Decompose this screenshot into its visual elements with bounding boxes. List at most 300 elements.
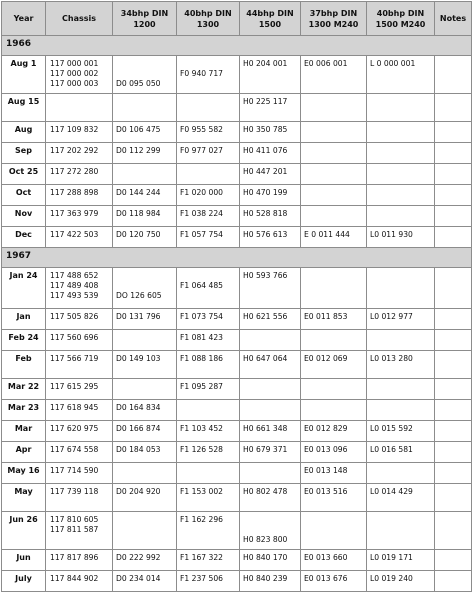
engine-number: H0 447 201 xyxy=(243,167,288,176)
cell-chassis xyxy=(46,351,113,379)
spacer xyxy=(243,525,297,535)
engine-number: E0 013 676 xyxy=(304,574,348,583)
cell-year: Jun xyxy=(2,550,46,571)
cell-year: Feb xyxy=(2,351,46,379)
cell-chassis xyxy=(46,56,113,94)
cell-44bhp-1500 xyxy=(240,94,301,122)
table-row xyxy=(2,330,472,351)
engine-number: F1 088 186 xyxy=(180,354,224,363)
cell-chassis xyxy=(46,227,113,248)
cell-year: Jun 26 xyxy=(2,512,46,550)
cell-44bhp-1500 xyxy=(240,512,301,550)
cell-37bhp-1300-m240 xyxy=(301,571,367,592)
cell-year: Mar xyxy=(2,421,46,442)
cell-37bhp-1300-m240 xyxy=(301,379,367,400)
cell-34bhp-1200 xyxy=(113,94,177,122)
cell-40bhp-1300 xyxy=(177,94,240,122)
cell-34bhp-1200 xyxy=(113,268,177,309)
cell-chassis xyxy=(46,94,113,122)
cell-44bhp-1500 xyxy=(240,379,301,400)
cell-40bhp-1500-m240 xyxy=(367,185,435,206)
cell-notes xyxy=(435,571,472,592)
table-row xyxy=(2,463,472,484)
cell-40bhp-1300 xyxy=(177,421,240,442)
cell-chassis xyxy=(46,442,113,463)
table-row xyxy=(2,56,472,94)
cell-notes xyxy=(435,56,472,94)
cell-notes xyxy=(435,206,472,227)
chassis-number: 117 566 719 xyxy=(50,354,99,363)
chassis-number: 117 844 902 xyxy=(50,574,99,583)
cell-34bhp-1200 xyxy=(113,227,177,248)
cell-34bhp-1200 xyxy=(113,400,177,421)
engine-number: H0 802 478 xyxy=(243,487,288,496)
engine-number: F1 020 000 xyxy=(180,188,224,197)
cell-34bhp-1200 xyxy=(113,56,177,94)
cell-year: May xyxy=(2,484,46,512)
engine-number: F1 167 322 xyxy=(180,553,224,562)
table-row xyxy=(2,143,472,164)
header-44bhp-1500: 44bhp DIN 1500 xyxy=(240,2,301,36)
cell-40bhp-1500-m240 xyxy=(367,227,435,248)
engine-number: D0 120 750 xyxy=(116,230,161,239)
table-row xyxy=(2,227,472,248)
engine-number: H0 350 785 xyxy=(243,125,288,134)
cell-year: Mar 22 xyxy=(2,379,46,400)
cell-chassis xyxy=(46,143,113,164)
engine-number: L0 011 930 xyxy=(370,230,413,239)
spacer xyxy=(116,69,173,79)
engine-number: F0 955 582 xyxy=(180,125,224,134)
cell-37bhp-1300-m240 xyxy=(301,351,367,379)
cell-34bhp-1200 xyxy=(113,122,177,143)
header-40bhp-1500-m240: 40bhp DIN 1500 M240 xyxy=(367,2,435,36)
table-row xyxy=(2,185,472,206)
engine-number: D0 149 103 xyxy=(116,354,161,363)
cell-40bhp-1500-m240 xyxy=(367,143,435,164)
engine-number: L0 012 977 xyxy=(370,312,413,321)
chassis-number: 117 000 002 xyxy=(50,69,99,78)
engine-number: L0 019 171 xyxy=(370,553,413,562)
engine-number: H0 840 170 xyxy=(243,553,288,562)
engine-number: H0 225 117 xyxy=(243,97,288,106)
header-year: Year xyxy=(2,2,46,36)
engine-number: D0 144 244 xyxy=(116,188,161,197)
header-chassis: Chassis xyxy=(46,2,113,36)
engine-number: D0 166 874 xyxy=(116,424,161,433)
engine-number: E0 013 096 xyxy=(304,445,348,454)
header-34bhp-1200: 34bhp DIN 1200 xyxy=(113,2,177,36)
header-40bhp-1300: 40bhp DIN 1300 xyxy=(177,2,240,36)
cell-40bhp-1300 xyxy=(177,379,240,400)
engine-number: F0 977 027 xyxy=(180,146,224,155)
cell-37bhp-1300-m240 xyxy=(301,330,367,351)
cell-44bhp-1500 xyxy=(240,122,301,143)
cell-44bhp-1500 xyxy=(240,351,301,379)
cell-40bhp-1300 xyxy=(177,330,240,351)
chassis-number: 117 000 001 xyxy=(50,59,99,68)
engine-number: F1 064 485 xyxy=(180,281,224,290)
engine-number: E 0 011 444 xyxy=(304,230,350,239)
chassis-number: 117 618 945 xyxy=(50,403,99,412)
engine-number: D0 234 014 xyxy=(116,574,161,583)
cell-year: July xyxy=(2,571,46,592)
cell-40bhp-1500-m240 xyxy=(367,421,435,442)
cell-40bhp-1300 xyxy=(177,206,240,227)
cell-37bhp-1300-m240 xyxy=(301,206,367,227)
cell-37bhp-1300-m240 xyxy=(301,164,367,185)
cell-37bhp-1300-m240 xyxy=(301,122,367,143)
cell-chassis xyxy=(46,463,113,484)
cell-40bhp-1500-m240 xyxy=(367,56,435,94)
chassis-number: 117 674 558 xyxy=(50,445,99,454)
cell-40bhp-1500-m240 xyxy=(367,512,435,550)
engine-number: H0 621 556 xyxy=(243,312,288,321)
chassis-number: 117 109 832 xyxy=(50,125,99,134)
cell-44bhp-1500 xyxy=(240,330,301,351)
cell-37bhp-1300-m240 xyxy=(301,400,367,421)
engine-number: D0 112 299 xyxy=(116,146,161,155)
cell-44bhp-1500 xyxy=(240,164,301,185)
cell-34bhp-1200 xyxy=(113,351,177,379)
cell-40bhp-1300 xyxy=(177,512,240,550)
cell-40bhp-1300 xyxy=(177,571,240,592)
engine-number: D0 106 475 xyxy=(116,125,161,134)
engine-number: L 0 000 001 xyxy=(370,59,416,68)
cell-44bhp-1500 xyxy=(240,463,301,484)
engine-number: D0 164 834 xyxy=(116,403,161,412)
cell-40bhp-1500-m240 xyxy=(367,94,435,122)
cell-37bhp-1300-m240 xyxy=(301,143,367,164)
cell-40bhp-1500-m240 xyxy=(367,550,435,571)
cell-40bhp-1300 xyxy=(177,122,240,143)
table-row xyxy=(2,206,472,227)
cell-notes xyxy=(435,268,472,309)
cell-year: Sep xyxy=(2,143,46,164)
cell-chassis xyxy=(46,268,113,309)
cell-40bhp-1300 xyxy=(177,400,240,421)
engine-number: F1 103 452 xyxy=(180,424,224,433)
spacer xyxy=(180,271,236,281)
chassis-number: 117 489 408 xyxy=(50,281,99,290)
chassis-number: 117 493 539 xyxy=(50,291,99,300)
engine-number: E0 011 853 xyxy=(304,312,348,321)
cell-chassis xyxy=(46,571,113,592)
table-row xyxy=(2,351,472,379)
cell-37bhp-1300-m240 xyxy=(301,442,367,463)
cell-year: Aug xyxy=(2,122,46,143)
engine-number: E0 013 148 xyxy=(304,466,348,475)
engine-number: D0 222 992 xyxy=(116,553,161,562)
cell-37bhp-1300-m240 xyxy=(301,268,367,309)
engine-number: D0 184 053 xyxy=(116,445,161,454)
engine-number: H0 647 064 xyxy=(243,354,288,363)
cell-34bhp-1200 xyxy=(113,484,177,512)
cell-year: Apr xyxy=(2,442,46,463)
engine-number: D0 118 984 xyxy=(116,209,161,218)
table-row xyxy=(2,122,472,143)
engine-number: L0 016 581 xyxy=(370,445,413,454)
engine-number-table xyxy=(1,1,472,592)
spacer xyxy=(116,59,173,69)
cell-notes xyxy=(435,550,472,571)
cell-37bhp-1300-m240 xyxy=(301,309,367,330)
cell-chassis xyxy=(46,206,113,227)
cell-notes xyxy=(435,227,472,248)
year-section-label: 1966 xyxy=(2,36,472,56)
cell-34bhp-1200 xyxy=(113,143,177,164)
cell-44bhp-1500 xyxy=(240,571,301,592)
engine-number: H0 411 076 xyxy=(243,146,288,155)
cell-40bhp-1500-m240 xyxy=(367,571,435,592)
cell-40bhp-1300 xyxy=(177,143,240,164)
chassis-number: 117 288 898 xyxy=(50,188,99,197)
cell-40bhp-1300 xyxy=(177,484,240,512)
cell-44bhp-1500 xyxy=(240,309,301,330)
cell-34bhp-1200 xyxy=(113,164,177,185)
engine-number: F1 153 002 xyxy=(180,487,224,496)
engine-number: F1 126 528 xyxy=(180,445,224,454)
chassis-number: 117 363 979 xyxy=(50,209,99,218)
spacer xyxy=(116,281,173,291)
cell-40bhp-1300 xyxy=(177,442,240,463)
chassis-number: 117 488 652 xyxy=(50,271,99,280)
cell-37bhp-1300-m240 xyxy=(301,185,367,206)
cell-notes xyxy=(435,309,472,330)
cell-notes xyxy=(435,351,472,379)
table-row xyxy=(2,164,472,185)
cell-year: Aug 15 xyxy=(2,94,46,122)
chassis-number: 117 000 003 xyxy=(50,79,99,88)
engine-number: F1 081 423 xyxy=(180,333,224,342)
engine-number: H0 679 371 xyxy=(243,445,288,454)
cell-34bhp-1200 xyxy=(113,421,177,442)
cell-chassis xyxy=(46,484,113,512)
cell-34bhp-1200 xyxy=(113,330,177,351)
cell-44bhp-1500 xyxy=(240,442,301,463)
cell-year: Nov xyxy=(2,206,46,227)
cell-37bhp-1300-m240 xyxy=(301,484,367,512)
engine-number: H0 593 766 xyxy=(243,271,288,280)
engine-number: D0 204 920 xyxy=(116,487,161,496)
engine-number: E0 013 516 xyxy=(304,487,348,496)
cell-notes xyxy=(435,143,472,164)
engine-number: L0 019 240 xyxy=(370,574,413,583)
cell-37bhp-1300-m240 xyxy=(301,56,367,94)
cell-37bhp-1300-m240 xyxy=(301,512,367,550)
header-notes: Notes xyxy=(435,2,472,36)
cell-chassis xyxy=(46,512,113,550)
engine-number: H0 204 001 xyxy=(243,59,288,68)
cell-40bhp-1300 xyxy=(177,309,240,330)
chassis-number: 117 560 696 xyxy=(50,333,99,342)
engine-number: H0 576 613 xyxy=(243,230,288,239)
engine-number: D0 095 050 xyxy=(116,79,161,88)
cell-notes xyxy=(435,484,472,512)
cell-chassis xyxy=(46,185,113,206)
cell-notes xyxy=(435,421,472,442)
table-body xyxy=(2,36,472,592)
cell-40bhp-1500-m240 xyxy=(367,206,435,227)
cell-37bhp-1300-m240 xyxy=(301,94,367,122)
cell-34bhp-1200 xyxy=(113,206,177,227)
cell-40bhp-1500-m240 xyxy=(367,400,435,421)
cell-notes xyxy=(435,463,472,484)
cell-37bhp-1300-m240 xyxy=(301,463,367,484)
cell-40bhp-1500-m240 xyxy=(367,330,435,351)
engine-number: E0 013 660 xyxy=(304,553,348,562)
table-row xyxy=(2,421,472,442)
chassis-number: 117 817 896 xyxy=(50,553,99,562)
cell-34bhp-1200 xyxy=(113,185,177,206)
engine-number: D0 131 796 xyxy=(116,312,161,321)
engine-number: L0 013 280 xyxy=(370,354,413,363)
engine-number: L0 014 429 xyxy=(370,487,413,496)
cell-notes xyxy=(435,442,472,463)
year-section-label: 1967 xyxy=(2,248,472,268)
cell-notes xyxy=(435,379,472,400)
table-row xyxy=(2,571,472,592)
engine-number: F1 237 506 xyxy=(180,574,224,583)
engine-number: F1 057 754 xyxy=(180,230,224,239)
engine-number: H0 661 348 xyxy=(243,424,288,433)
cell-40bhp-1300 xyxy=(177,463,240,484)
cell-chassis xyxy=(46,421,113,442)
spacer xyxy=(116,271,173,281)
cell-notes xyxy=(435,185,472,206)
table-row xyxy=(2,442,472,463)
cell-notes xyxy=(435,400,472,421)
cell-44bhp-1500 xyxy=(240,400,301,421)
cell-notes xyxy=(435,164,472,185)
cell-34bhp-1200 xyxy=(113,463,177,484)
cell-40bhp-1500-m240 xyxy=(367,122,435,143)
engine-number: H0 470 199 xyxy=(243,188,288,197)
cell-40bhp-1500-m240 xyxy=(367,463,435,484)
engine-number: F1 073 754 xyxy=(180,312,224,321)
cell-40bhp-1300 xyxy=(177,56,240,94)
chassis-number: 117 620 975 xyxy=(50,424,99,433)
engine-number: H0 528 818 xyxy=(243,209,288,218)
header-37bhp-1300-m240: 37bhp DIN 1300 M240 xyxy=(301,2,367,36)
cell-44bhp-1500 xyxy=(240,484,301,512)
year-section-row xyxy=(2,36,472,56)
chassis-number: 117 272 280 xyxy=(50,167,99,176)
chassis-number: 117 202 292 xyxy=(50,146,99,155)
chassis-number: 117 811 587 xyxy=(50,525,99,534)
cell-year: Dec xyxy=(2,227,46,248)
cell-34bhp-1200 xyxy=(113,309,177,330)
table-row xyxy=(2,94,472,122)
cell-year: Feb 24 xyxy=(2,330,46,351)
cell-37bhp-1300-m240 xyxy=(301,550,367,571)
engine-number: E0 012 829 xyxy=(304,424,348,433)
cell-notes xyxy=(435,122,472,143)
engine-number: E0 012 069 xyxy=(304,354,348,363)
spacer xyxy=(243,515,297,525)
cell-40bhp-1500-m240 xyxy=(367,379,435,400)
cell-40bhp-1300 xyxy=(177,268,240,309)
table-row xyxy=(2,550,472,571)
cell-chassis xyxy=(46,309,113,330)
cell-40bhp-1500-m240 xyxy=(367,268,435,309)
cell-40bhp-1300 xyxy=(177,550,240,571)
cell-34bhp-1200 xyxy=(113,512,177,550)
cell-44bhp-1500 xyxy=(240,56,301,94)
table-row xyxy=(2,512,472,550)
cell-chassis xyxy=(46,550,113,571)
cell-44bhp-1500 xyxy=(240,227,301,248)
cell-40bhp-1500-m240 xyxy=(367,309,435,330)
chassis-number: 117 615 295 xyxy=(50,382,99,391)
cell-44bhp-1500 xyxy=(240,206,301,227)
table-row xyxy=(2,268,472,309)
cell-40bhp-1300 xyxy=(177,185,240,206)
cell-34bhp-1200 xyxy=(113,442,177,463)
cell-year: May 16 xyxy=(2,463,46,484)
engine-number: H0 823 800 xyxy=(243,535,288,544)
chassis-number: 117 714 590 xyxy=(50,466,99,475)
engine-number: F1 162 296 xyxy=(180,515,224,524)
year-section-row xyxy=(2,248,472,268)
cell-37bhp-1300-m240 xyxy=(301,421,367,442)
cell-37bhp-1300-m240 xyxy=(301,227,367,248)
cell-year: Aug 1 xyxy=(2,56,46,94)
cell-40bhp-1500-m240 xyxy=(367,351,435,379)
chassis-number: 117 422 503 xyxy=(50,230,99,239)
cell-chassis xyxy=(46,164,113,185)
table-row xyxy=(2,484,472,512)
cell-44bhp-1500 xyxy=(240,421,301,442)
cell-40bhp-1500-m240 xyxy=(367,484,435,512)
engine-number: H0 840 239 xyxy=(243,574,288,583)
cell-year: Oct 25 xyxy=(2,164,46,185)
cell-chassis xyxy=(46,379,113,400)
engine-number: DO 126 605 xyxy=(116,291,162,300)
cell-40bhp-1300 xyxy=(177,227,240,248)
table-row xyxy=(2,309,472,330)
cell-year: Jan xyxy=(2,309,46,330)
cell-40bhp-1300 xyxy=(177,351,240,379)
cell-chassis xyxy=(46,122,113,143)
cell-34bhp-1200 xyxy=(113,379,177,400)
cell-44bhp-1500 xyxy=(240,268,301,309)
cell-34bhp-1200 xyxy=(113,571,177,592)
cell-year: Jan 24 xyxy=(2,268,46,309)
engine-number: E0 006 001 xyxy=(304,59,348,68)
engine-number: F1 038 224 xyxy=(180,209,224,218)
chassis-number: 117 739 118 xyxy=(50,487,99,496)
cell-notes xyxy=(435,330,472,351)
cell-notes xyxy=(435,512,472,550)
cell-year: Mar 23 xyxy=(2,400,46,421)
cell-40bhp-1500-m240 xyxy=(367,442,435,463)
table-row xyxy=(2,400,472,421)
cell-chassis xyxy=(46,400,113,421)
cell-44bhp-1500 xyxy=(240,185,301,206)
engine-number: F1 095 287 xyxy=(180,382,224,391)
cell-chassis xyxy=(46,330,113,351)
cell-44bhp-1500 xyxy=(240,143,301,164)
cell-40bhp-1300 xyxy=(177,164,240,185)
chassis-number: 117 810 605 xyxy=(50,515,99,524)
engine-number: L0 015 592 xyxy=(370,424,413,433)
chassis-number: 117 505 826 xyxy=(50,312,99,321)
engine-number: F0 940 717 xyxy=(180,69,224,78)
cell-44bhp-1500 xyxy=(240,550,301,571)
cell-year: Oct xyxy=(2,185,46,206)
cell-40bhp-1500-m240 xyxy=(367,164,435,185)
